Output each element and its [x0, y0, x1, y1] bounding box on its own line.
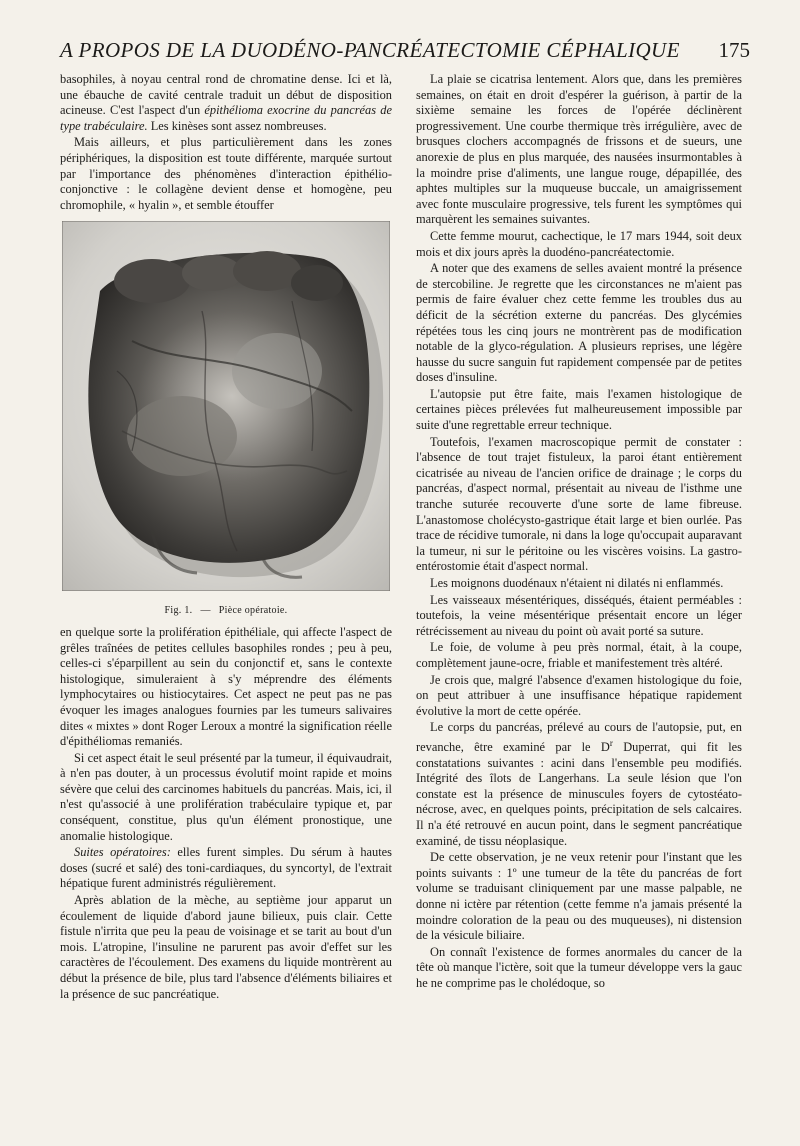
- paragraph: Les vaisseaux mésentériques, disséqués, étaient perméables : toutefois, la veine mésentérique présentait encore un léger rétrécissement au niveau du point où avait porté sa suture.: [416, 592, 742, 638]
- running-title: A PROPOS DE LA DUODÉNO-PANCRÉATECTOMIE CÉPHALIQUE: [60, 38, 680, 62]
- paragraph: Le foie, de volume à peu près normal, était, à la coupe, complètement jaune-ocre, friable et manifestement très altéré.: [416, 640, 742, 670]
- paragraph: Si cet aspect était le seul présenté par la tumeur, il équivaudrait, à n'en pas douter, à un processus évolutif moint rapide et moins sévère que celui des carcinomes habituels du pancréas. Mais, ici, il n'est qu'associé à une prolifération trabéculaire typique et, par conséquent, constitue, plus qu'un élément pronostique, une anomalie histologique.: [60, 750, 392, 843]
- surgical-specimen-photo: [62, 221, 390, 591]
- left-column: [60, 72, 392, 1002]
- page-number: 175: [718, 38, 750, 62]
- figure-caption: [60, 603, 392, 619]
- figure-caption-text: Pièce opératoie.: [218, 605, 288, 617]
- paragraph: Cette femme mourut, cachectique, le 17 mars 1944, soit deux mois et dix jours après la duodéno-pancréatectomie.: [416, 228, 742, 259]
- page-header: [60, 38, 750, 63]
- paragraph: Les moignons duodénaux n'étaient ni dilatés ni enflammés.: [430, 576, 724, 590]
- paragraph: La plaie se cicatrisa lentement. Alors que, dans les premières semaines, on était en droit d'espérer la guérison, à partir de la sixième semaine les forces de l'opérée déclinèrent progressivement. Une courbe thermique très irrégulière, avec de brusques clochers accompagnés de frissons et de sueurs, une anorexie de plus en plus marquée, des nausées insurmontables à la moindre prise d'aliments, une langue rouge, dépapillée, des aphtes multiples sur la muqueuse buccale, un amaigrissement avec fonte musculaire progressive, tels furent les symptômes qui marquèrent les semaines suivantes.: [416, 72, 742, 227]
- figure: [60, 221, 392, 619]
- paragraph: A noter que des examens de selles avaient montré la présence de stercobiline. Je regrette que les circonstances ne m'aient pas permis de faire évaluer chez cette femme les troubles dus au déficit de la sécrétion externe du pancréas. Des glycémies répétées tous les cinq jours ne montrèrent pas de modification notable de la glyco-régulation. A plusieurs reprises, une légère hausse du sucre sanguin fut rapidement compensée par de petites doses d'insuline.: [416, 261, 742, 385]
- paragraph: basophiles, à noyau central rond de chromatine dense. Ici et là, une ébauche de cavité centrale traduit un début de disposition acineuse. C'est l'aspect d'un épithélioma exocrine du pancréas de type trabéculaire. Les kinèses sont assez nombreuses.: [60, 72, 392, 133]
- right-column: [416, 72, 742, 992]
- paragraph: Après ablation de la mèche, au septième jour apparut un écoulement de liquide d'abord jaune bilieux, puis clair. Cette fistule n'irrita que peu la peau de voisinage et se tarit au bout d'un mois. L'atropine, l'insuline ne parurent pas avoir d'effet sur les caractères de l'écoulement. Des examens du liquide montrèrent au début la présence de bile, plus tard l'absence d'éléments biliaires et la présence de suc pancréatique.: [60, 893, 392, 1001]
- paragraph: Le corps du pancréas, prélevé au cours de l'autopsie, put, en revanche, être examiné par le $D^r$ Duperrat, qui fit les constatations suivantes : acini dans l'ensemble peu modifiés. Intégrité des îlots de Langerhans. La seule lésion que l'on constate est la présence de minuscules foyers de cytostéato-nécrose, avec, en quelques points, précipitation de sels calcaires. Il n'a été retrouvé en aucun point, dans le segment pancréatique examiné, de tissu néoplasique.: [416, 720, 743, 848]
- paragraph: Toutefois, l'examen macroscopique permit de constater : l'absence de tout trajet fistuleux, la paroi étant entièrement cicatrisée au niveau de l'ancien orifice de drainage ; le corps du pancréas, d'aspect normal, présentait au niveau de l'isthme une tranche suturée recouverte d'une sorte de lame fibreuse. L'anastomose cholécysto-gastrique était large et bien ourlée. Pas trace de récidive tumorale, ni dans la loge qu'occupait auparavant la tumeur, ni sur le péritoine ou les viscères voisins. La gastro-entérostomie était d'aspect normal.: [416, 434, 742, 574]
- paragraph: Mais ailleurs, et plus particulièrement dans les zones périphériques, la disposition est toute différente, marquée surtout par l'importance des phénomènes d'interaction épithélio-conjonctive : le collagène devient dense et homogène, peu chromophile, « hyalin », et semble étouffer: [60, 135, 392, 212]
- paragraph: L'autopsie put être faite, mais l'examen histologique de certaines pièces prélevées fut malheureusement impossible par suite d'une regrettable erreur technique.: [416, 386, 742, 433]
- paragraph: en quelque sorte la prolifération épithéliale, qui affecte l'aspect de grêles traînées de petites cellules basophiles rondes ; peu à peu, celles-ci s'éparpillent au sein du conjonctif et, sans le contexte histologique, simuleraient à s'y méprendre des éléments lymphocytaires ou histiocytaires. Cet aspect ne peut pas ne pas évoquer les images analogues fournies par les tumeurs salivaires dites « mixtes » dont Roger Leroux a montré la signification réelle d'épithéliomas remaniés.: [60, 624, 392, 749]
- figure-caption-dash: —: [200, 605, 211, 617]
- paragraph: On connaît l'existence de formes anormales du cancer de la tête où manque l'ictère, soit que la tumeur développe vers la gauc he ne comprime pas le cholédoque, so: [416, 944, 742, 990]
- figure-caption-label: Fig. 1.: [164, 605, 193, 617]
- paragraph: Je crois que, malgré l'absence d'examen histologique du foie, on peut attribuer à une insuffisance hépatique rapidement évolutive la mort de cette opérée.: [416, 672, 742, 718]
- paragraph: Suites opératoires: elles furent simples. Du sérum à hautes doses (sucré et salé) des toni-cardiaques, du syncortyl, de l'extrait hépatique furent administrés régulièrement.: [60, 845, 392, 891]
- paragraph: De cette observation, je ne veux retenir pour l'instant que les points suivants : 1º une tumeur de la tête du pancréas de fort volume se traduisant cliniquement par une masse palpable, ne donne ni ictère par rétention (cette femme n'a jamais présenté la moindre coloration de la peau ou des muqueuses), ni distension de la vésicule biliaire.: [416, 850, 742, 943]
